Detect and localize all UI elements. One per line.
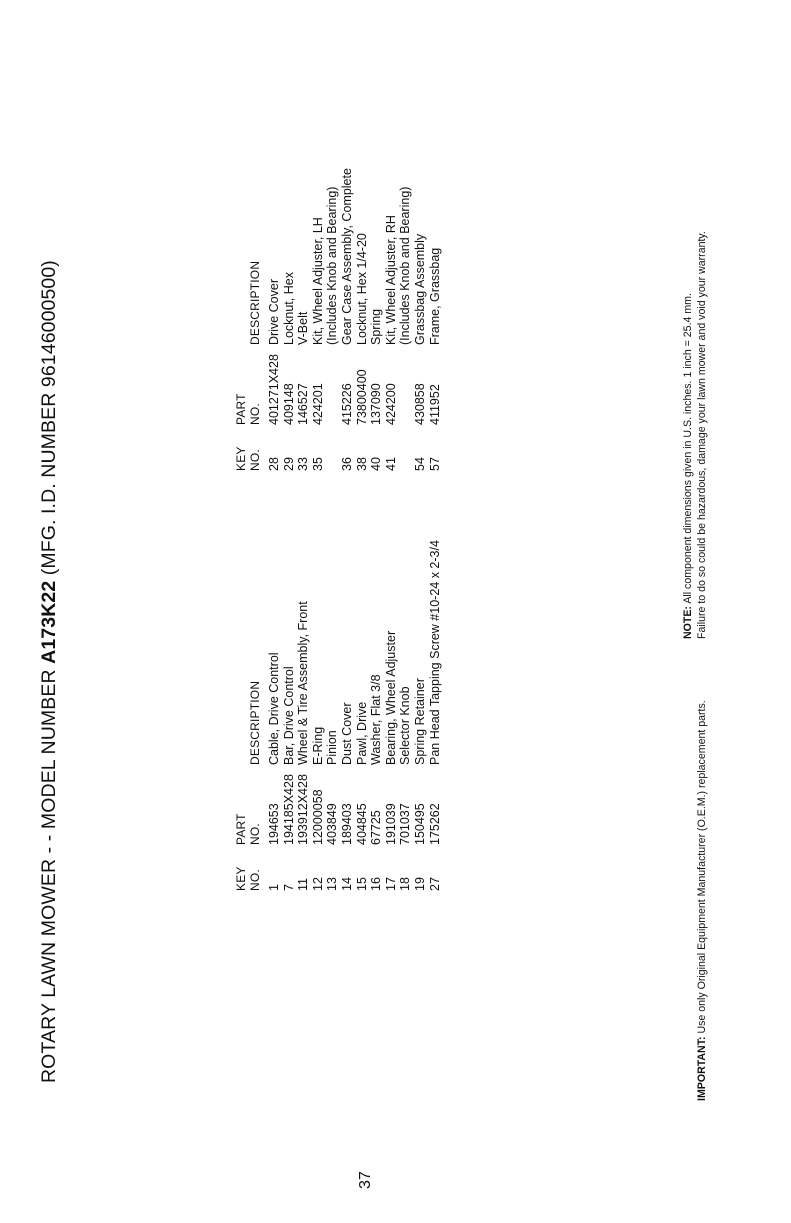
table-row	[325, 540, 340, 891]
table-row	[369, 168, 384, 471]
key-number: 28	[267, 457, 281, 471]
part-description: V-Belt	[296, 311, 311, 345]
part-description: Bearing, Wheel Adjuster	[383, 630, 398, 765]
key-number: 19	[412, 877, 427, 891]
part-number: 193912X428	[296, 774, 311, 845]
table-row	[296, 168, 311, 471]
table-row	[369, 540, 384, 891]
part-description: Kit, Wheel Adjuster, LH	[310, 217, 325, 345]
part-description: Cable, Drive Control	[267, 652, 281, 765]
part-number: 409148	[281, 383, 296, 425]
parts-list-left	[267, 540, 442, 891]
part-number: 146527	[296, 383, 311, 425]
title-model-number: A173K22	[38, 580, 60, 664]
table-row	[398, 540, 413, 891]
table-row	[428, 168, 443, 471]
key-number: 7	[281, 884, 296, 891]
page-number: 37	[357, 1171, 374, 1189]
important-text-end: Failure to do so could be hazardous, damage your lawn mower and void your warranty.	[696, 231, 708, 639]
parts-table-right	[235, 168, 442, 471]
part-number: 404845	[354, 803, 369, 845]
part-description: (Includes Knob and Bearing)	[325, 186, 340, 345]
part-number: 194653	[267, 803, 281, 845]
table-header-row	[235, 540, 267, 891]
part-number: 137090	[369, 383, 384, 425]
part-number: 401271X428	[267, 354, 281, 425]
part-description: E-Ring	[310, 726, 325, 765]
key-number: 57	[427, 457, 442, 471]
key-number: 1	[267, 884, 281, 891]
table-row	[311, 168, 326, 471]
key-number: 41	[383, 457, 398, 471]
key-number: 36	[339, 457, 354, 471]
key-number	[325, 425, 340, 471]
parts-table-left	[235, 540, 442, 891]
key-number: 11	[296, 878, 311, 891]
title-prefix: ROTARY LAWN MOWER - - MODEL NUMBER	[38, 663, 60, 1083]
part-number: 430858	[412, 383, 427, 425]
important-label: IMPORTANT:	[696, 1036, 708, 1101]
table-row	[428, 540, 443, 891]
part-number: 175262	[427, 803, 442, 845]
table-row	[384, 540, 399, 891]
table-row	[340, 540, 355, 891]
important-notice-end	[696, 231, 708, 639]
key-no-header: KEY NO.	[234, 446, 262, 471]
part-number: 424200	[383, 383, 398, 425]
part-description: Pinion	[325, 730, 340, 765]
key-number: 38	[354, 457, 369, 471]
table-row	[296, 540, 311, 891]
part-description: (Includes Knob and Bearing)	[398, 186, 413, 345]
part-number: 150495	[412, 803, 427, 845]
part-number	[398, 345, 413, 425]
table-row	[355, 168, 370, 471]
part-description: Locknut, Hex 1/4-20	[354, 233, 369, 345]
key-number: 54	[412, 457, 427, 471]
table-row	[325, 168, 340, 471]
part-number: 415226	[339, 383, 354, 425]
key-number: 12	[310, 877, 325, 891]
key-number: 27	[427, 877, 442, 891]
parts-list-right	[267, 168, 442, 471]
part-description: Spring Retainer	[412, 678, 427, 765]
part-number: 67725	[369, 810, 384, 845]
part-number: 189403	[339, 803, 354, 845]
part-number: 73800400	[354, 369, 369, 425]
key-number: 33	[296, 457, 311, 471]
part-number: 194185X428	[281, 774, 296, 845]
key-number	[398, 425, 413, 471]
part-description: Washer, Flat 3/8	[369, 674, 384, 765]
table-row	[413, 168, 428, 471]
part-description: Wheel & Tire Assembly, Front	[296, 601, 311, 765]
key-number: 29	[281, 457, 296, 471]
key-number: 15	[354, 877, 369, 891]
page-title	[38, 260, 61, 1083]
table-row	[267, 168, 282, 471]
key-number: 14	[339, 877, 354, 891]
part-description: Grassbag Assembly	[412, 233, 427, 345]
dimension-note	[682, 293, 694, 639]
part-description: Pan Head Tapping Screw #10-24 x 2-3/4	[427, 540, 442, 765]
part-number: 701037	[398, 803, 413, 845]
table-row	[355, 540, 370, 891]
key-number: 35	[310, 457, 325, 471]
table-row	[282, 168, 297, 471]
part-description: Dust Cover	[339, 702, 354, 765]
title-suffix: (MFG. I.D. NUMBER 96146000500)	[38, 260, 60, 581]
table-row	[413, 540, 428, 891]
table-row	[267, 540, 282, 891]
key-number: 13	[325, 877, 340, 891]
part-number: 12000058	[310, 789, 325, 845]
table-row	[398, 168, 413, 471]
part-no-header: PART NO.	[234, 813, 262, 845]
key-number: 18	[398, 877, 413, 891]
part-description: Selector Knob	[398, 686, 413, 765]
part-number: 424201	[310, 383, 325, 425]
description-header: DESCRIPTION	[247, 680, 262, 765]
important-text: Use only Original Equipment Manufacturer (O.E.M.) replacement parts.	[696, 700, 708, 1037]
key-number: 17	[383, 877, 398, 891]
note-label: NOTE:	[682, 606, 694, 639]
part-description: Gear Case Assembly, Complete	[339, 168, 354, 345]
key-no-header: KEY NO.	[234, 866, 262, 891]
table-row	[311, 540, 326, 891]
table-row	[384, 168, 399, 471]
key-number: 40	[369, 457, 384, 471]
note-text: All component dimensions given in U.S. inches. 1 inch = 25.4 mm.	[682, 293, 694, 607]
part-description: Frame, Grassbag	[427, 247, 442, 345]
table-row	[340, 168, 355, 471]
important-notice	[696, 700, 708, 1101]
part-number: 191039	[383, 803, 398, 845]
part-description: Kit, Wheel Adjuster, RH	[383, 215, 398, 345]
part-description: Locknut, Hex	[281, 272, 296, 345]
table-row	[282, 540, 297, 891]
table-header-row	[235, 168, 267, 471]
part-no-header: PART NO.	[234, 393, 262, 425]
part-description: Spring	[369, 308, 384, 345]
part-description: Drive Cover	[267, 279, 281, 345]
part-number: 403849	[325, 803, 340, 845]
part-number: 411952	[427, 384, 442, 425]
part-description: Bar, Drive Control	[281, 666, 296, 765]
part-number	[325, 345, 340, 425]
key-number: 16	[369, 877, 384, 891]
description-header: DESCRIPTION	[247, 260, 262, 345]
part-description: Pawl, Drive	[354, 701, 369, 765]
